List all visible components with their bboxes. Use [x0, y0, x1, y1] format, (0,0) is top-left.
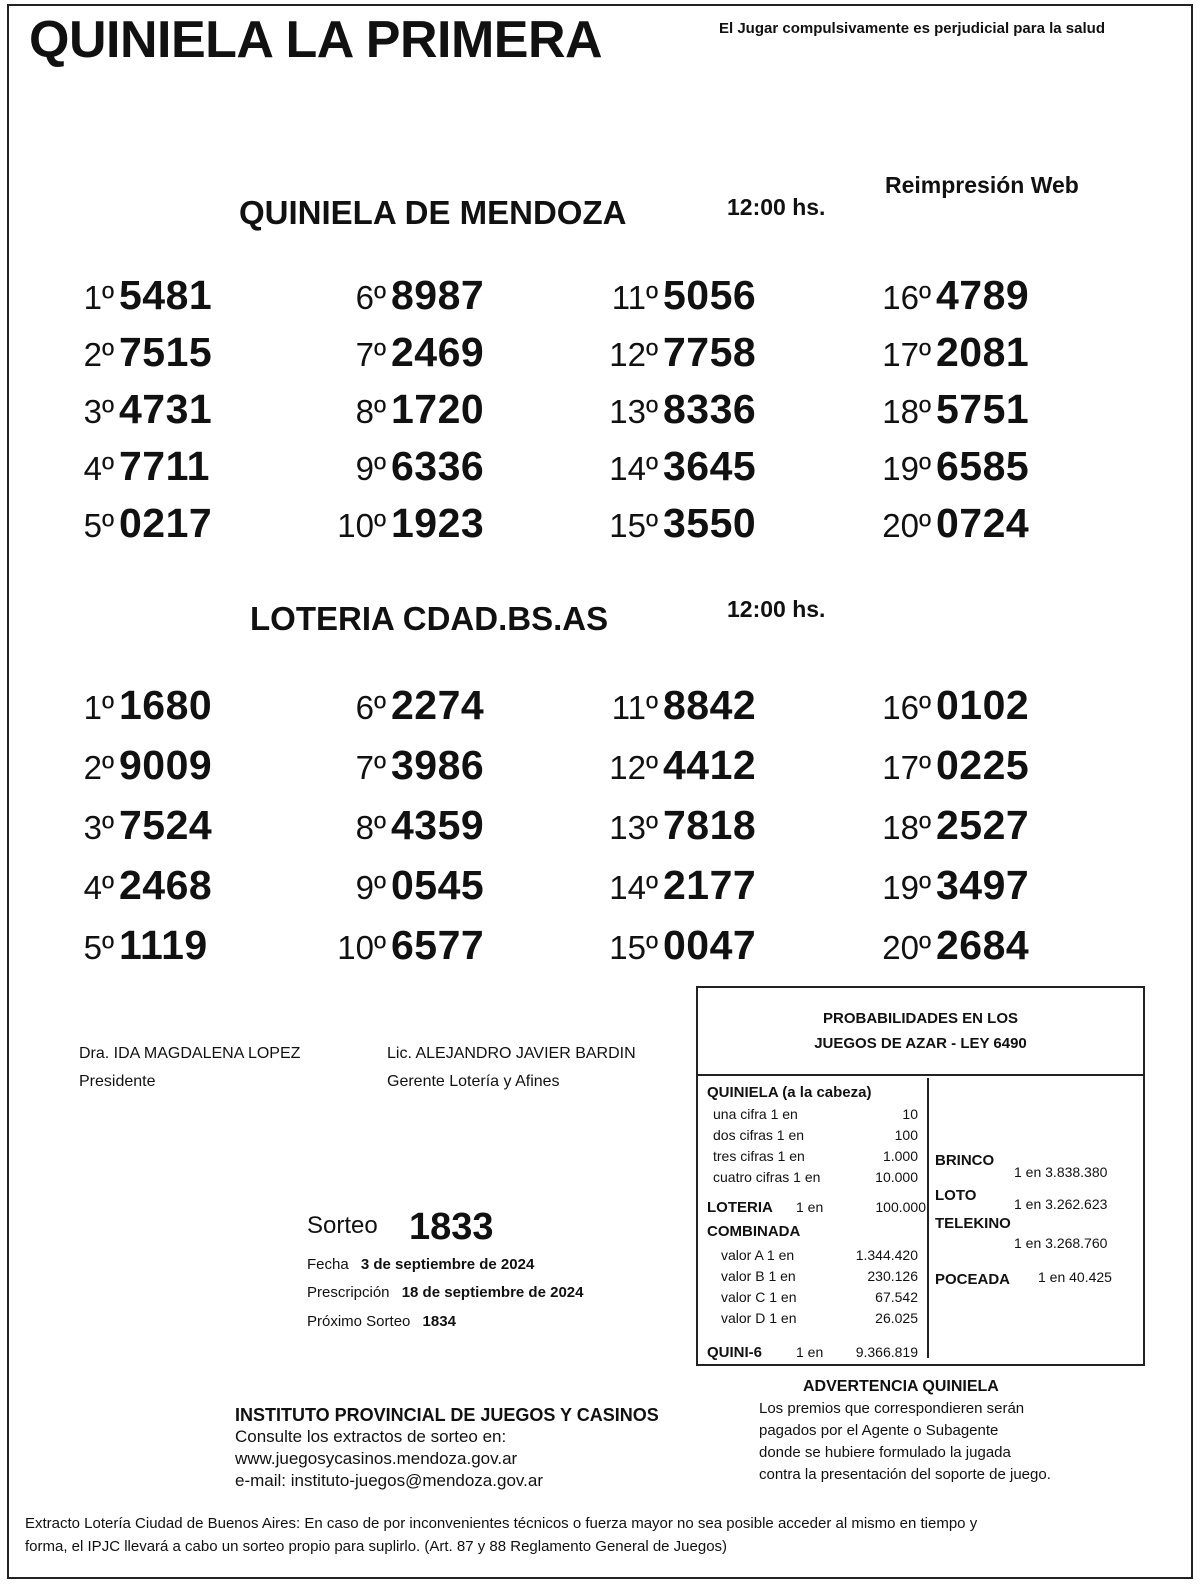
result-position: 12º [609, 749, 658, 786]
result-number: 4789 [936, 272, 1030, 318]
loteria-odds-label: LOTERIA [707, 1199, 773, 1216]
result-number: 6585 [936, 443, 1030, 489]
result-number: 2684 [936, 922, 1030, 968]
advisory-line-1: Los premios que correspondieren serán [759, 1400, 1025, 1417]
result-cell [826, 862, 1029, 909]
result-position: 20º [882, 929, 931, 966]
odds-row-value: 10.000 [875, 1169, 918, 1185]
result-number: 4359 [391, 802, 485, 848]
result-number: 6336 [391, 443, 485, 489]
result-cell [9, 443, 210, 490]
footer-line-1: Extracto Lotería Ciudad de Buenos Aires: En caso de por inconvenientes técnicos o fuerza mayor no sea posible acceder al mismo en tiempo y [25, 1515, 978, 1532]
result-number: 0047 [663, 922, 757, 968]
footer-line-2: forma, el IPJC llevará a cabo un sorteo propio para suplirlo. (Art. 87 y 88 Reglamento General de Juegos) [25, 1538, 728, 1555]
result-number: 2081 [936, 329, 1030, 375]
result-cell [9, 922, 208, 969]
result-cell [553, 500, 756, 547]
result-cell [281, 682, 484, 729]
result-cell [281, 443, 484, 490]
probabilities-title-2: JUEGOS DE AZAR - LEY 6490 [814, 1035, 1027, 1052]
result-cell [281, 500, 484, 547]
result-number: 0724 [936, 500, 1030, 546]
result-position: 18º [882, 809, 931, 846]
health-warning: El Jugar compulsivamente es perjudicial para la salud [719, 20, 1105, 37]
result-position: 16º [882, 279, 931, 316]
institute-info [235, 1404, 659, 1492]
result-position: 3º [83, 393, 114, 430]
result-position: 19º [882, 869, 931, 906]
brinco-odds-label: BRINCO [935, 1152, 995, 1169]
telekino-odds-value: 1 en 3.268.760 [1014, 1235, 1108, 1251]
result-number: 1720 [391, 386, 485, 432]
result-number: 0545 [391, 862, 485, 908]
odds-row-value: 1.344.420 [855, 1247, 918, 1263]
odds-row-value: 26.025 [875, 1310, 918, 1326]
president-name: Dra. IDA MAGDALENA LOPEZ [79, 1045, 301, 1062]
institute-consult: Consulte los extractos de sorteo en: [235, 1427, 507, 1446]
result-cell [553, 329, 756, 376]
bsas-title: LOTERIA CDAD.BS.AS [250, 600, 609, 637]
result-number: 7758 [663, 329, 757, 375]
result-position: 8º [355, 809, 386, 846]
result-position: 6º [355, 279, 386, 316]
prescription-date [307, 1284, 583, 1301]
institute-email: e-mail: instituto-juegos@mendoza.gov.ar [235, 1471, 543, 1490]
reprint-label: Reimpresión Web [885, 172, 1079, 198]
result-number: 3550 [663, 500, 757, 546]
prescription-label: Prescripción [307, 1284, 390, 1301]
result-cell [281, 329, 484, 376]
odds-row-label: dos cifras 1 en [713, 1127, 805, 1143]
bsas-results-grid [9, 682, 1195, 982]
result-number: 8336 [663, 386, 757, 432]
draw-date [307, 1256, 534, 1273]
result-number: 0217 [119, 500, 213, 546]
result-cell [826, 500, 1029, 547]
manager-role: Gerente Lotería y Afines [387, 1073, 560, 1090]
result-position: 18º [882, 393, 931, 430]
next-draw-value: 1834 [422, 1313, 456, 1330]
probabilities-title-1: PROBABILIDADES EN LOS [822, 1010, 1018, 1027]
result-number: 4731 [119, 386, 213, 432]
result-cell [553, 386, 756, 433]
result-position: 20º [882, 507, 931, 544]
probabilities-header [698, 988, 1143, 1076]
odds-row-label: una cifra 1 en [713, 1106, 798, 1122]
probabilities-divider [927, 1078, 929, 1358]
result-position: 17º [882, 749, 931, 786]
result-number: 8987 [391, 272, 485, 318]
quiniela-advisory [759, 1376, 1051, 1486]
result-cell [826, 386, 1029, 433]
result-cell [9, 329, 212, 376]
quini6-odds-en: 1 en [796, 1344, 824, 1360]
odds-row-value: 230.126 [867, 1268, 918, 1284]
result-position: 15º [609, 929, 658, 966]
result-cell [9, 500, 212, 547]
draw-date-label: Fecha [307, 1256, 349, 1273]
result-position: 7º [355, 749, 386, 786]
result-position: 7º [355, 336, 386, 373]
loteria-odds-en: 1 en [796, 1199, 824, 1215]
probabilities-box [696, 986, 1145, 1366]
result-position: 11º [611, 689, 658, 726]
odds-row-value: 10 [902, 1106, 918, 1122]
result-position: 10º [337, 507, 386, 544]
result-cell [9, 386, 212, 433]
result-number: 2468 [119, 862, 213, 908]
prescription-value: 18 de septiembre de 2024 [401, 1284, 584, 1301]
result-position: 13º [609, 809, 658, 846]
result-number: 5056 [663, 272, 757, 318]
manager-name: Lic. ALEJANDRO JAVIER BARDIN [387, 1045, 636, 1062]
result-position: 1º [83, 279, 114, 316]
result-number: 9009 [119, 742, 213, 788]
next-draw-label: Próximo Sorteo [307, 1313, 411, 1330]
results-sheet [7, 4, 1193, 1579]
result-position: 3º [83, 809, 114, 846]
quini6-odds-value: 9.366.819 [855, 1344, 918, 1360]
result-position: 9º [355, 869, 386, 906]
result-position: 4º [83, 450, 114, 487]
result-number: 7515 [119, 329, 213, 375]
result-number: 1680 [119, 682, 213, 728]
result-cell [826, 272, 1029, 319]
result-cell [826, 922, 1029, 969]
mendoza-title: QUINIELA DE MENDOZA [239, 194, 627, 231]
result-number: 7818 [663, 802, 757, 848]
loto-odds-value: 1 en 3.262.623 [1014, 1196, 1108, 1212]
institute-website: www.juegosycasinos.mendoza.gov.ar [235, 1449, 518, 1468]
president-role: Presidente [79, 1073, 156, 1090]
quini6-odds-label: QUINI-6 [707, 1344, 763, 1361]
result-cell [553, 742, 756, 789]
combinada-odds-label: COMBINADA [707, 1223, 801, 1240]
odds-row-value: 100 [894, 1127, 918, 1143]
result-number: 3645 [663, 443, 757, 489]
odds-row-label: cuatro cifras 1 en [713, 1169, 821, 1185]
odds-row-label: valor A 1 en [721, 1247, 795, 1263]
poceada-odds-value: 1 en 40.425 [1038, 1269, 1112, 1285]
result-cell [281, 386, 484, 433]
next-draw [307, 1313, 456, 1330]
result-number: 3986 [391, 742, 485, 788]
brinco-odds-value: 1 en 3.838.380 [1014, 1164, 1108, 1180]
odds-row-value: 67.542 [875, 1289, 918, 1305]
result-position: 5º [83, 507, 114, 544]
result-position: 2º [83, 336, 114, 373]
draw-date-value: 3 de septiembre de 2024 [360, 1256, 535, 1273]
result-number: 3497 [936, 862, 1030, 908]
poceada-odds-label: POCEADA [935, 1271, 1011, 1288]
result-cell [553, 922, 756, 969]
result-number: 8842 [663, 682, 757, 728]
odds-row-label: valor C 1 en [721, 1289, 797, 1305]
mendoza-time: 12:00 hs. [727, 194, 826, 220]
result-number: 7711 [119, 443, 210, 489]
result-number: 1923 [391, 500, 485, 546]
result-number: 2469 [391, 329, 485, 375]
page-title: QUINIELA LA PRIMERA [29, 11, 603, 69]
result-number: 7524 [119, 802, 213, 848]
advisory-line-3: donde se hubiere formulado la jugada [759, 1444, 1011, 1461]
result-position: 11º [611, 279, 658, 316]
result-position: 16º [882, 689, 931, 726]
result-cell [9, 802, 212, 849]
result-cell [553, 682, 756, 729]
result-cell [826, 329, 1029, 376]
odds-row-value: 1.000 [882, 1148, 918, 1164]
advisory-line-4: contra la presentación del soporte de juego. [759, 1466, 1051, 1483]
result-position: 13º [609, 393, 658, 430]
signature-manager [387, 1040, 636, 1096]
result-cell [9, 862, 212, 909]
result-number: 4412 [663, 742, 757, 788]
result-cell [553, 862, 756, 909]
loto-odds-label: LOTO [935, 1187, 977, 1204]
result-position: 4º [83, 869, 114, 906]
result-cell [9, 272, 212, 319]
loteria-odds-value: 100.000 [875, 1199, 926, 1215]
result-position: 1º [83, 689, 114, 726]
result-cell [826, 682, 1029, 729]
result-cell [281, 862, 484, 909]
result-number: 0102 [936, 682, 1030, 728]
result-position: 15º [609, 507, 658, 544]
result-number: 1119 [119, 922, 208, 968]
result-cell [826, 802, 1029, 849]
result-position: 17º [882, 336, 931, 373]
result-cell [281, 802, 484, 849]
result-number: 5751 [936, 386, 1030, 432]
result-position: 5º [83, 929, 114, 966]
sorteo-label: Sorteo [307, 1212, 378, 1239]
result-number: 5481 [119, 272, 213, 318]
result-number: 2177 [663, 862, 757, 908]
telekino-odds-label: TELEKINO [935, 1215, 1011, 1232]
result-position: 14º [609, 450, 658, 487]
advisory-line-2: pagados por el Agente o Subagente [759, 1422, 999, 1439]
odds-row-label: valor D 1 en [721, 1310, 797, 1326]
result-position: 8º [355, 393, 386, 430]
result-cell [553, 802, 756, 849]
result-number: 6577 [391, 922, 485, 968]
odds-row-label: valor B 1 en [721, 1268, 796, 1284]
result-position: 10º [337, 929, 386, 966]
result-cell [281, 922, 484, 969]
advisory-title: ADVERTENCIA QUINIELA [803, 1378, 999, 1395]
mendoza-results-grid [9, 272, 1195, 562]
bsas-time: 12:00 hs. [727, 596, 826, 622]
footer-note [25, 1512, 977, 1558]
result-cell [9, 742, 212, 789]
sorteo-number: 1833 [409, 1206, 494, 1248]
result-position: 2º [83, 749, 114, 786]
result-position: 12º [609, 336, 658, 373]
result-cell [553, 443, 756, 490]
result-number: 0225 [936, 742, 1030, 788]
result-position: 6º [355, 689, 386, 726]
odds-row-label: tres cifras 1 en [713, 1148, 805, 1164]
result-number: 2527 [936, 802, 1030, 848]
result-cell [553, 272, 756, 319]
result-cell [9, 682, 212, 729]
signature-president [79, 1040, 300, 1096]
result-number: 2274 [391, 682, 485, 728]
result-cell [281, 742, 484, 789]
result-position: 19º [882, 450, 931, 487]
result-cell [826, 443, 1029, 490]
result-position: 14º [609, 869, 658, 906]
result-cell [826, 742, 1029, 789]
result-position: 9º [355, 450, 386, 487]
result-cell [281, 272, 484, 319]
quiniela-odds-label: QUINIELA (a la cabeza) [707, 1084, 872, 1101]
institute-name: INSTITUTO PROVINCIAL DE JUEGOS Y CASINOS [235, 1405, 659, 1425]
